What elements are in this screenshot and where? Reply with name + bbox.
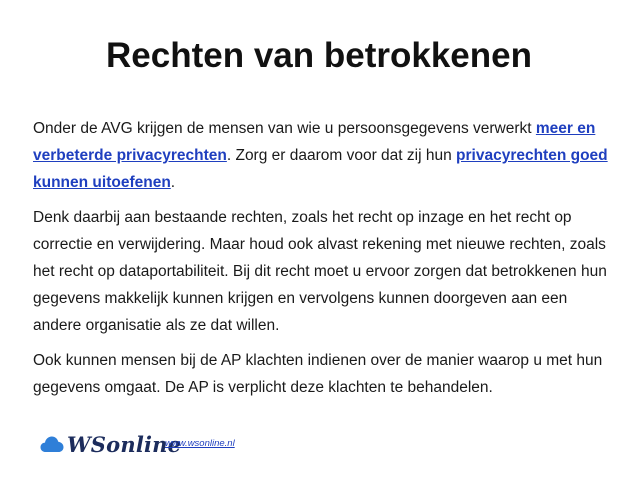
logo-text: WSonline (67, 431, 182, 457)
paragraph-1-text-b: . Zorg er daarom voor dat zij hun (226, 147, 457, 164)
page-title: Rechten van betrokkenen (106, 36, 532, 75)
wsonline-logo (40, 430, 181, 458)
body-text (33, 115, 608, 409)
exercise-rights-link[interactable]: privacyrechten goed kunnen uitoefenen (33, 147, 608, 191)
website-link[interactable]: www.wsonline.nl (165, 438, 235, 449)
paragraph-1-text-c: . (170, 174, 176, 191)
paragraph-3: Ook kunnen mensen bij de AP klachten indienen over de manier waarop u met hun gegevens omgaat. De AP is verplicht deze klachten te behandelen. (33, 352, 603, 396)
paragraph-1-text-a: Onder de AVG krijgen de mensen van wie u persoonsgegevens verwerkt (33, 120, 536, 137)
privacy-rights-link[interactable]: meer en verbeterde privacyrechten (33, 120, 596, 164)
cloud-icon (40, 435, 64, 453)
paragraph-1 (33, 115, 608, 196)
paragraph-2: Denk daarbij aan bestaande rechten, zoals het recht op inzage en het recht op correctie en verwijdering. Maar houd ook alvast rekening met nieuwe rechten, zoals het recht op dataportabiliteit. Bij dit recht moet u ervoor zorgen dat betrokkenen hun gegevens makkelijk kunnen krijgen en vervolgens kunnen doorgeven aan een andere organisatie als ze dat willen. (33, 209, 607, 334)
